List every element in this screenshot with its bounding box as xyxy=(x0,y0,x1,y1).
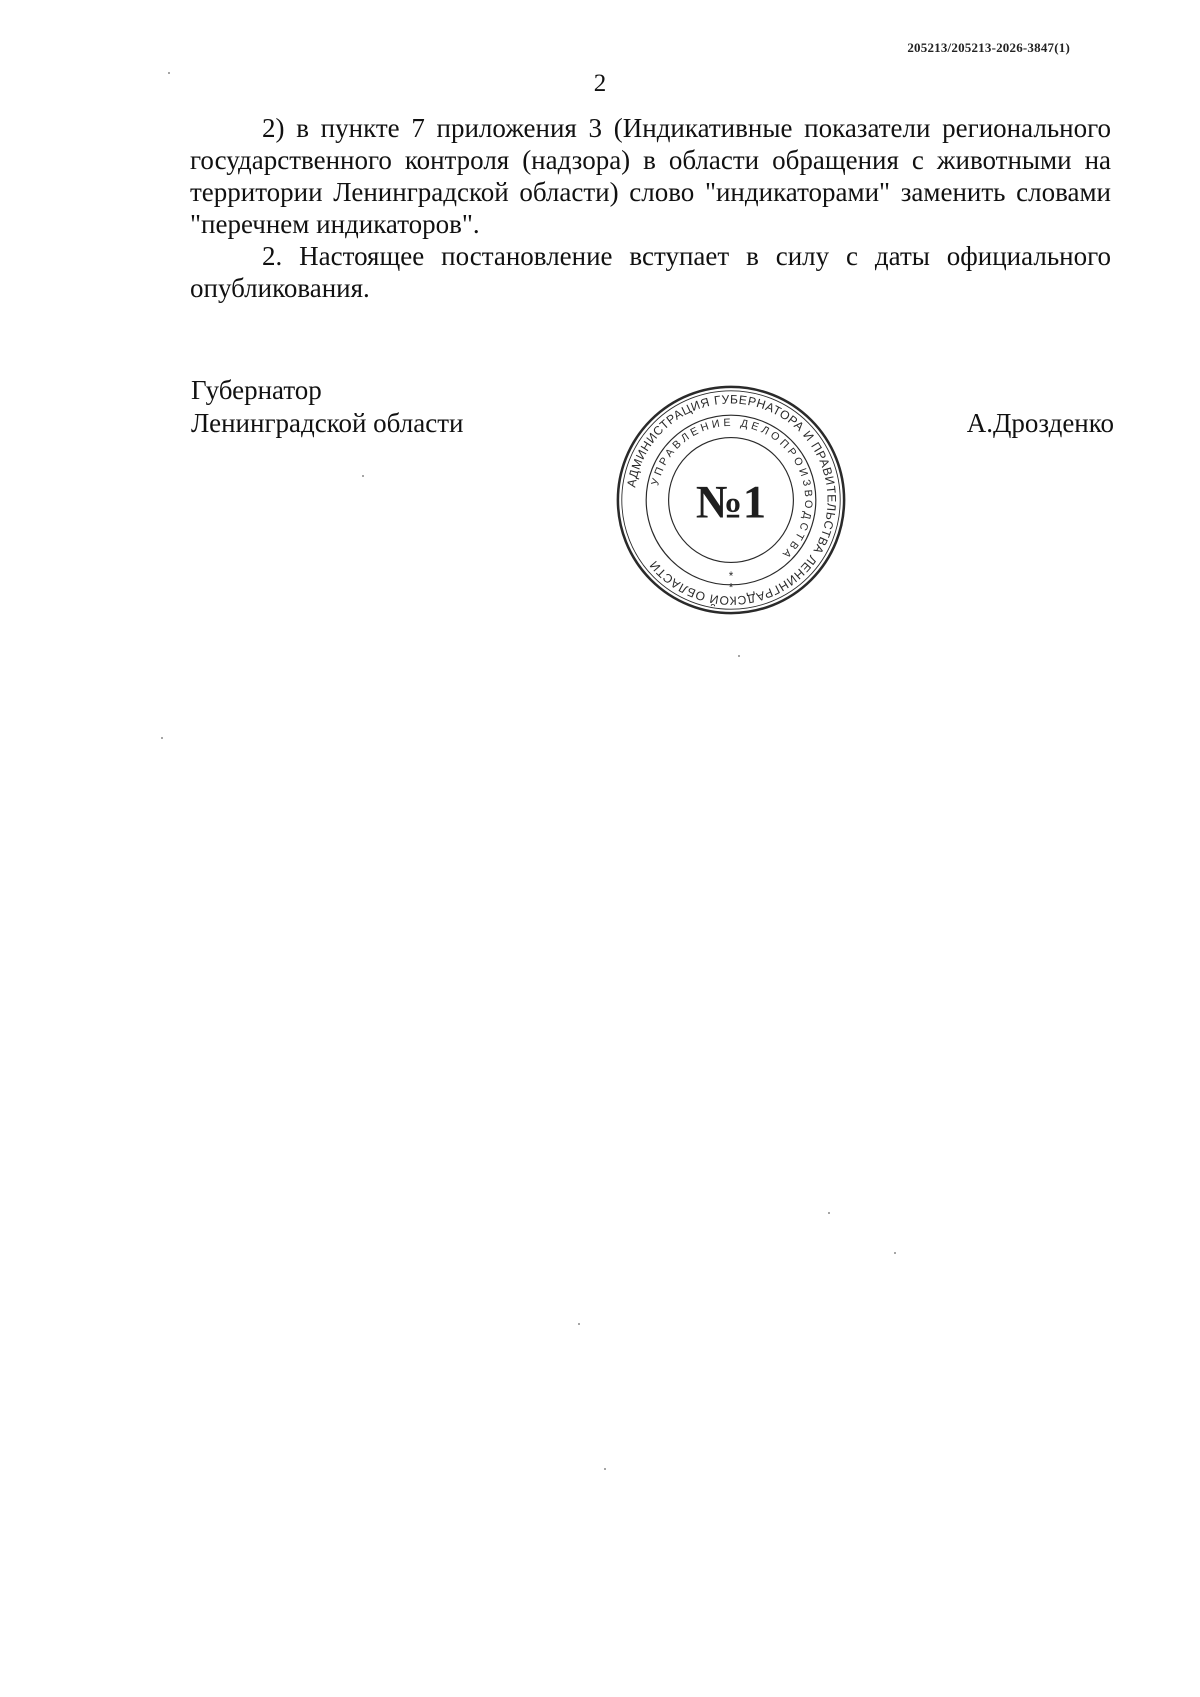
seal-outer-text: АДМИНИСТРАЦИЯ ГУБЕРНАТОРА И ПРАВИТЕЛЬСТВА ЛЕНИНГРАДСКОЙ ОБЛАСТИ xyxy=(624,392,839,608)
document-id: 205213/205213-2026-3847(1) xyxy=(907,40,1070,55)
scan-speck xyxy=(738,655,740,657)
signatory-name: А.Дрозденко xyxy=(966,408,1114,438)
scan-speck xyxy=(168,72,170,74)
scan-speck xyxy=(161,737,163,739)
official-seal xyxy=(614,383,848,617)
scan-speck xyxy=(604,1468,606,1470)
signatory-title-line-1: Губернатор xyxy=(191,375,322,405)
scan-speck xyxy=(362,475,364,477)
seal-star-1: * xyxy=(728,569,734,583)
scan-speck xyxy=(894,1252,896,1254)
signatory-title xyxy=(191,374,463,440)
scan-speck xyxy=(828,1212,830,1214)
seal-center-number: №1 xyxy=(695,476,767,529)
page-number: 2 xyxy=(593,70,607,97)
document-body xyxy=(190,112,1111,304)
seal-inner-text: УПРАВЛЕНИЕ ДЕЛОПРОИЗВОДСТВА xyxy=(649,416,815,563)
signatory-title-line-2: Ленинградской области xyxy=(191,408,464,438)
paragraph-effective-date: 2. Настоящее постановление вступает в силу с даты официального опубликования. xyxy=(190,241,1111,303)
scan-speck xyxy=(578,1323,580,1325)
seal-star-2: * xyxy=(728,581,734,595)
paragraph-amendment: 2) в пункте 7 приложения 3 (Индикативные показатели регионального государственного контроля (надзора) в области обращения с животными на территории Ленинградской области) слово "индикаторами" заменить словами "перечнем индикаторов". xyxy=(190,113,1111,239)
